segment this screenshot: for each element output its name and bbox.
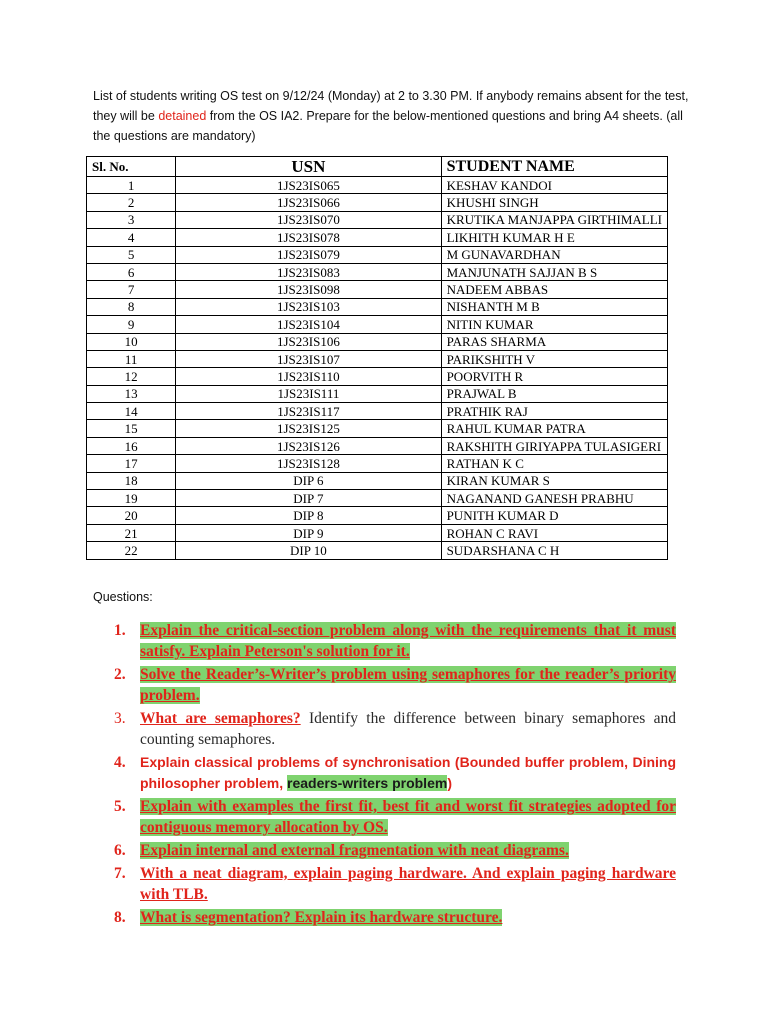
question-text-highlight: readers-writers problem: [287, 775, 448, 791]
cell-sl-no: 16: [87, 437, 176, 454]
cell-usn: 1JS23IS098: [176, 281, 441, 298]
question-4: [110, 752, 676, 794]
cell-usn: DIP 10: [176, 542, 441, 559]
intro-text-1: List of students writing OS test on 9/12/24 (Monday) at 2 to 3.30 PM. If anybody remains absent for the test, they will be: [93, 89, 689, 123]
cell-student-name: KIRAN KUMAR S: [441, 472, 667, 489]
cell-usn: 1JS23IS065: [176, 177, 441, 194]
cell-sl-no: 10: [87, 333, 176, 350]
cell-sl-no: 12: [87, 368, 176, 385]
cell-usn: DIP 9: [176, 524, 441, 541]
question-text: Explain with examples the first fit, best fit and worst fit strategies adopted for contiguous memory allocation by OS.: [140, 798, 676, 836]
table-row: [87, 472, 668, 489]
cell-sl-no: 3: [87, 211, 176, 228]
table-row: [87, 281, 668, 298]
table-body: [87, 177, 668, 560]
question-1: [110, 620, 676, 662]
cell-student-name: MANJUNATH SAJJAN B S: [441, 263, 667, 280]
cell-usn: 1JS23IS070: [176, 211, 441, 228]
question-number: 2.: [114, 666, 126, 683]
cell-student-name: POORVITH R: [441, 368, 667, 385]
question-text: Explain the critical-section problem along with the requirements that it must satisfy. Explain Peterson's solution for it.: [140, 622, 676, 660]
cell-usn: 1JS23IS111: [176, 385, 441, 402]
cell-student-name: PUNITH KUMAR D: [441, 507, 667, 524]
table-row: [87, 350, 668, 367]
cell-usn: 1JS23IS110: [176, 368, 441, 385]
cell-student-name: PRAJWAL B: [441, 385, 667, 402]
question-3: [110, 708, 676, 750]
cell-usn: 1JS23IS128: [176, 455, 441, 472]
cell-usn: 1JS23IS078: [176, 229, 441, 246]
question-6: [110, 840, 676, 861]
header-usn: USN: [176, 157, 441, 177]
table-row: [87, 316, 668, 333]
question-text-emphasis: What are semaphores?: [140, 710, 301, 727]
cell-student-name: PARAS SHARMA: [441, 333, 667, 350]
cell-sl-no: 17: [87, 455, 176, 472]
question-text: Identify the difference between binary semaphores and counting semaphores.: [140, 710, 676, 748]
table-row: [87, 507, 668, 524]
table-row: [87, 490, 668, 507]
cell-usn: 1JS23IS117: [176, 403, 441, 420]
cell-student-name: NISHANTH M B: [441, 298, 667, 315]
header-sl-no: Sl. No.: [87, 157, 176, 177]
cell-sl-no: 8: [87, 298, 176, 315]
cell-sl-no: 11: [87, 350, 176, 367]
cell-sl-no: 14: [87, 403, 176, 420]
cell-usn: 1JS23IS103: [176, 298, 441, 315]
cell-usn: 1JS23IS066: [176, 194, 441, 211]
questions-list: [110, 620, 676, 930]
cell-sl-no: 13: [87, 385, 176, 402]
cell-student-name: M GUNAVARDHAN: [441, 246, 667, 263]
question-5: [110, 796, 676, 838]
cell-student-name: PARIKSHITH V: [441, 350, 667, 367]
question-text: Explain classical problems of synchronisation (Bounded buffer problem, Dining philosopher problem,: [140, 754, 676, 791]
intro-text-2: from the OS IA2. Prepare for the below-mentioned questions and bring A4 sheets. (all the questions are mandatory): [93, 109, 683, 143]
question-number: 8.: [114, 909, 126, 926]
cell-sl-no: 19: [87, 490, 176, 507]
table-row: [87, 194, 668, 211]
cell-sl-no: 1: [87, 177, 176, 194]
question-7: [110, 863, 676, 905]
cell-sl-no: 18: [87, 472, 176, 489]
cell-sl-no: 7: [87, 281, 176, 298]
cell-sl-no: 9: [87, 316, 176, 333]
table-row: [87, 177, 668, 194]
cell-student-name: NITIN KUMAR: [441, 316, 667, 333]
cell-usn: 1JS23IS126: [176, 437, 441, 454]
student-table: [86, 156, 668, 560]
cell-student-name: RAKSHITH GIRIYAPPA TULASIGERI: [441, 437, 667, 454]
cell-usn: DIP 8: [176, 507, 441, 524]
question-number: 4.: [114, 754, 126, 771]
cell-sl-no: 4: [87, 229, 176, 246]
cell-usn: 1JS23IS107: [176, 350, 441, 367]
cell-student-name: ROHAN C RAVI: [441, 524, 667, 541]
question-number: 6.: [114, 842, 126, 859]
cell-student-name: NADEEM ABBAS: [441, 281, 667, 298]
cell-sl-no: 15: [87, 420, 176, 437]
cell-usn: 1JS23IS079: [176, 246, 441, 263]
cell-sl-no: 2: [87, 194, 176, 211]
table-row: [87, 229, 668, 246]
table-row: [87, 333, 668, 350]
table-row: [87, 524, 668, 541]
question-text: Explain internal and external fragmentation with neat diagrams.: [140, 842, 569, 859]
table-row: [87, 246, 668, 263]
table-row: [87, 420, 668, 437]
cell-student-name: KESHAV KANDOI: [441, 177, 667, 194]
cell-sl-no: 5: [87, 246, 176, 263]
cell-usn: 1JS23IS106: [176, 333, 441, 350]
table-row: [87, 298, 668, 315]
table-row: [87, 211, 668, 228]
question-number: 7.: [114, 865, 126, 882]
cell-student-name: NAGANAND GANESH PRABHU: [441, 490, 667, 507]
header-student-name: STUDENT NAME: [441, 157, 667, 177]
cell-usn: 1JS23IS125: [176, 420, 441, 437]
table-row: [87, 368, 668, 385]
table-row: [87, 455, 668, 472]
table-row: [87, 263, 668, 280]
intro-detained-text: detained: [158, 109, 207, 123]
table-header-row: [87, 157, 668, 177]
question-text-end: ): [447, 775, 452, 791]
table-row: [87, 403, 668, 420]
table-row: [87, 385, 668, 402]
cell-student-name: RAHUL KUMAR PATRA: [441, 420, 667, 437]
cell-student-name: KRUTIKA MANJAPPA GIRTHIMALLI: [441, 211, 667, 228]
table-row: [87, 437, 668, 454]
cell-sl-no: 20: [87, 507, 176, 524]
cell-student-name: LIKHITH KUMAR H E: [441, 229, 667, 246]
question-text: Solve the Reader’s-Writer’s problem using semaphores for the reader’s priority problem.: [140, 666, 676, 704]
questions-label: Questions:: [93, 590, 153, 604]
question-number: 3.: [114, 710, 126, 727]
table-row: [87, 542, 668, 559]
cell-student-name: PRATHIK RAJ: [441, 403, 667, 420]
cell-sl-no: 6: [87, 263, 176, 280]
question-text: What is segmentation? Explain its hardware structure.: [140, 909, 503, 926]
cell-student-name: SUDARSHANA C H: [441, 542, 667, 559]
cell-usn: 1JS23IS104: [176, 316, 441, 333]
question-8: [110, 907, 676, 928]
cell-usn: DIP 6: [176, 472, 441, 489]
cell-student-name: RATHAN K C: [441, 455, 667, 472]
intro-paragraph: [93, 86, 693, 146]
cell-usn: DIP 7: [176, 490, 441, 507]
question-number: 1.: [114, 622, 126, 639]
cell-sl-no: 22: [87, 542, 176, 559]
question-text: With a neat diagram, explain paging hardware. And explain paging hardware with TLB.: [140, 865, 676, 903]
cell-usn: 1JS23IS083: [176, 263, 441, 280]
question-number: 5.: [114, 798, 126, 815]
cell-student-name: KHUSHI SINGH: [441, 194, 667, 211]
cell-sl-no: 21: [87, 524, 176, 541]
question-2: [110, 664, 676, 706]
